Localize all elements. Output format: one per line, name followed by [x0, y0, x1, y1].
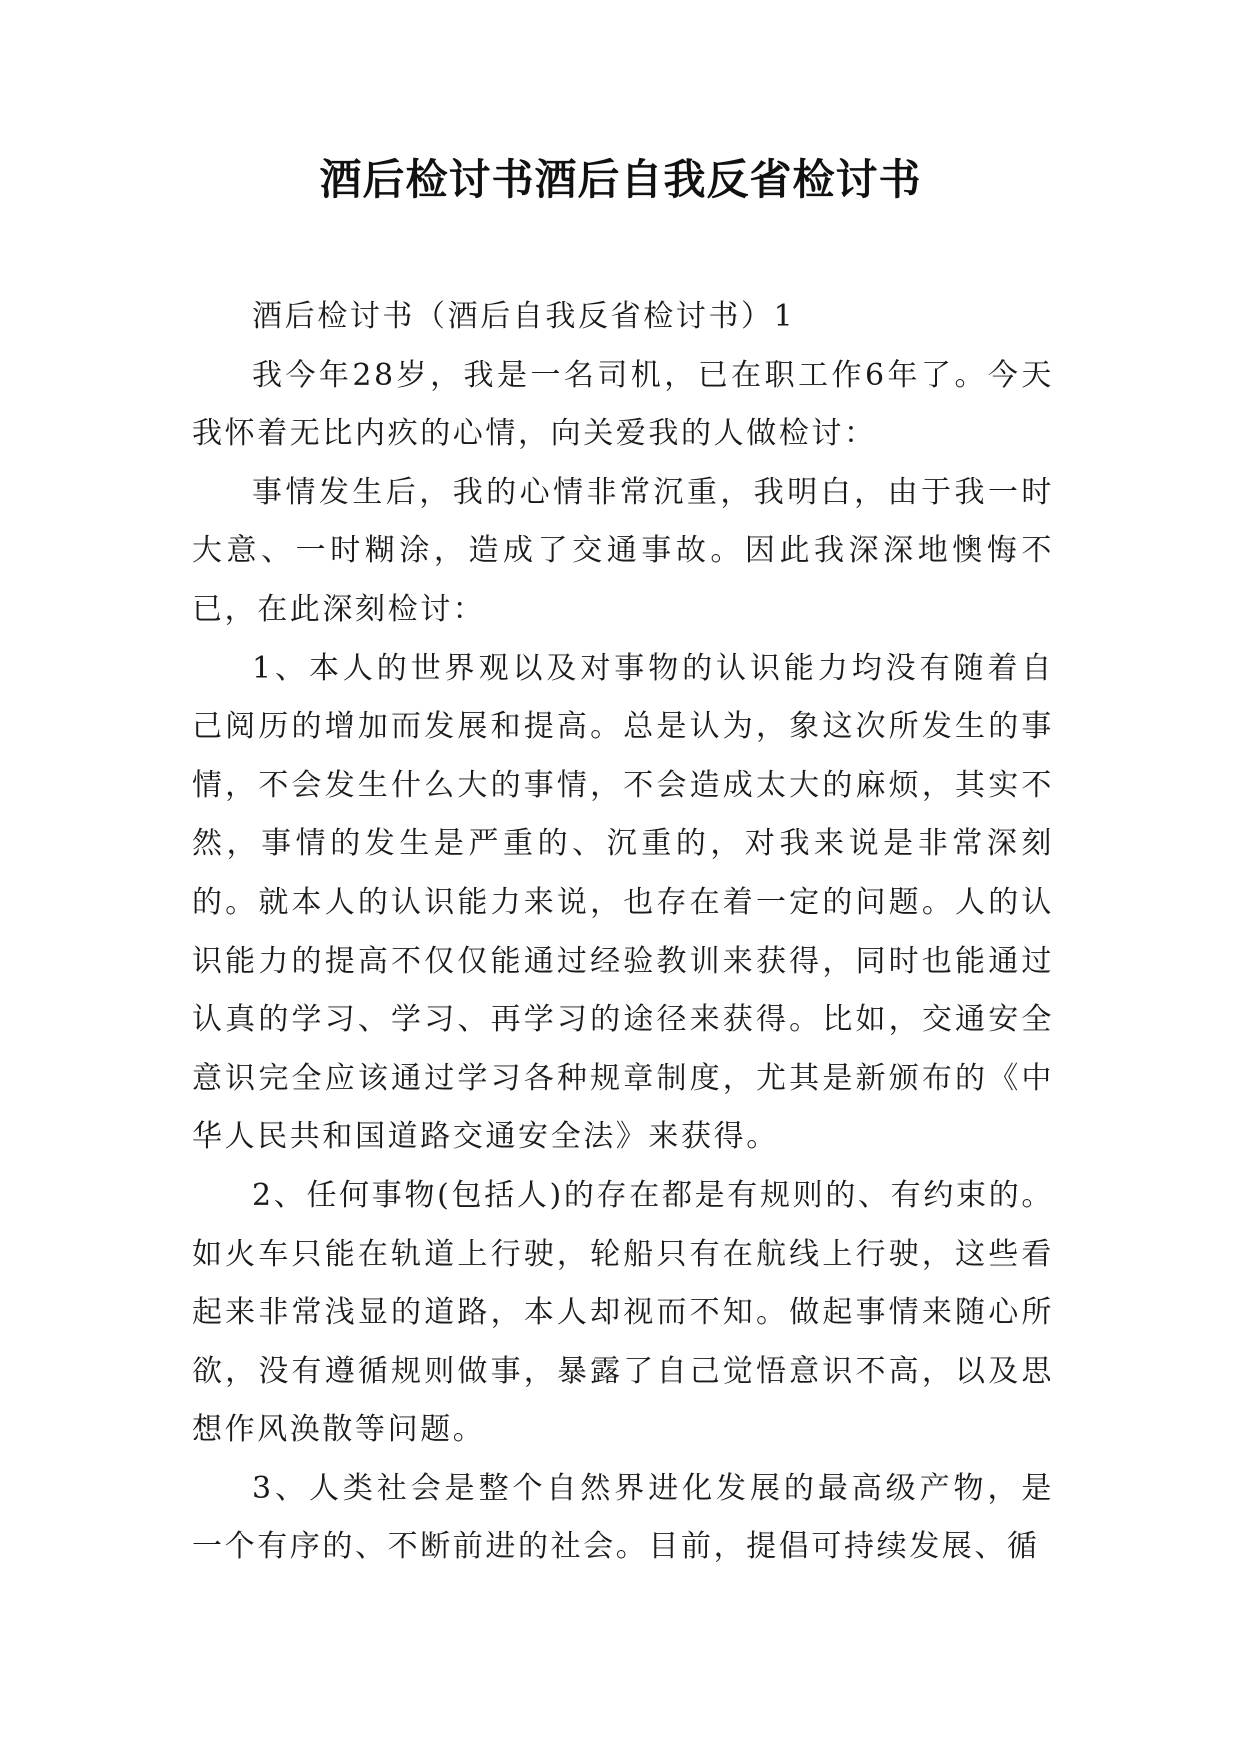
- paragraph: 3、人类社会是整个自然界进化发展的最高级产物，是一个有序的、不断前进的社会。目前，提倡可持续发展、循: [192, 1470, 1054, 1565]
- paragraph: 1、本人的世界观以及对事物的认识能力均没有随着自己阅历的增加而发展和提高。总是认为，象这次所发生的事情，不会发生什么大的事情，不会造成太大的麻烦，其实不然，事情的发生是严重的、沉重的，对我来说是非常深刻的。就本人的认识能力来说，也存在着一定的问题。人的认识能力的提高不仅仅能通过经验教训来获得，同时也能通过认真的学习、学习、再学习的途径来获得。比如，交通安全意识完全应该通过学习各种规章制度，尤其是新颁布的《中华人民共和国道路交通安全法》来获得。: [192, 650, 1054, 1155]
- document-title: 酒后检讨书酒后自我反省检讨书: [319, 155, 922, 204]
- paragraph: 2、任何事物(包括人)的存在都是有规则的、有约束的。如火车只能在轨道上行驶，轮船只有在航线上行驶，这些看起来非常浅显的道路，本人却视而不知。做起事情来随心所欲，没有遵循规则做事，暴露了自己觉悟意识不高，以及思想作风涣散等问题。: [192, 1177, 1054, 1448]
- document-body: [192, 288, 1054, 1577]
- paragraph-heading: 酒后检讨书（酒后自我反省检讨书）1: [252, 299, 796, 334]
- paragraph: 事情发生后，我的心情非常沉重，我明白，由于我一时大意、一时糊涂，造成了交通事故。因此我深深地懊悔不已，在此深刻检讨：: [192, 474, 1054, 627]
- paragraph: 我今年28岁，我是一名司机，已在职工作6年了。今天我怀着无比内疚的心情，向关爱我的人做检讨：: [192, 357, 1054, 452]
